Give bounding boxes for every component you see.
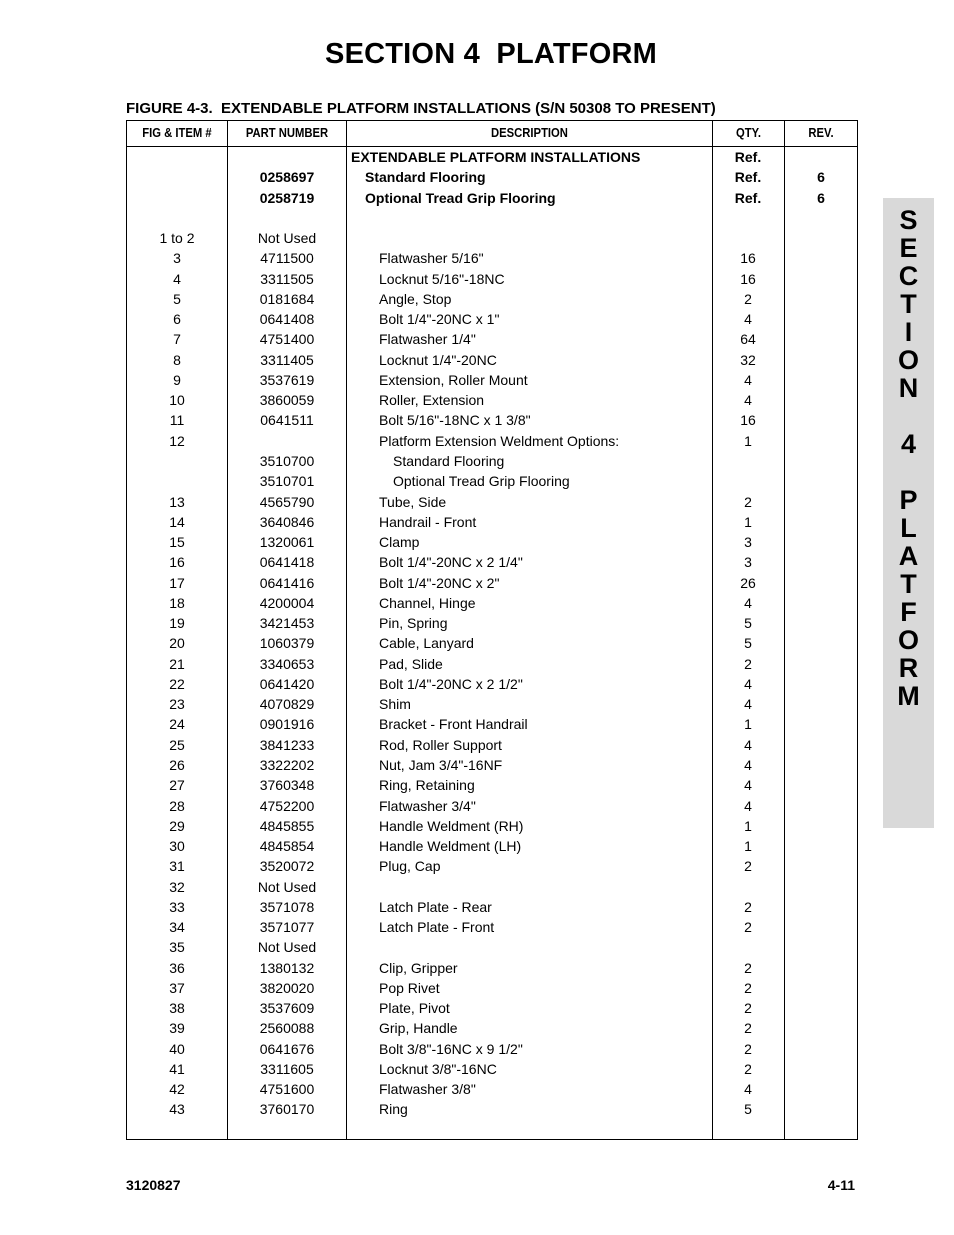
cell-qty: 4 bbox=[744, 675, 752, 692]
cell-part-number: 4845855 bbox=[259, 817, 315, 834]
table-row bbox=[127, 410, 857, 430]
cell-qty: 1 bbox=[744, 838, 752, 855]
cell-part-number: 0641418 bbox=[259, 554, 315, 571]
cell-fig-item: 28 bbox=[169, 797, 185, 814]
cell-qty: Ref. bbox=[734, 149, 762, 165]
cell-fig-item: 37 bbox=[169, 979, 185, 996]
section-tab-letter: 4 bbox=[900, 429, 917, 459]
cell-part-number: Not Used bbox=[257, 878, 317, 895]
cell-part-number: 0901916 bbox=[259, 716, 315, 733]
cell-qty: 2 bbox=[744, 919, 752, 936]
section-tab bbox=[883, 198, 934, 828]
cell-fig-item: 22 bbox=[169, 675, 185, 692]
cell-fig-item: 13 bbox=[169, 493, 185, 510]
section-tab-letter bbox=[883, 458, 934, 486]
cell-fig-item: 24 bbox=[169, 716, 185, 733]
table-row bbox=[127, 1018, 857, 1038]
cell-description: Platform Extension Weldment Options: bbox=[379, 432, 620, 449]
cell-part-number: 0641420 bbox=[259, 675, 315, 692]
table-row bbox=[127, 816, 857, 836]
table-row bbox=[127, 593, 857, 613]
cell-description: Nut, Jam 3/4"-16NF bbox=[379, 756, 503, 773]
cell-fig-item: 35 bbox=[169, 939, 185, 956]
cell-fig-item: 18 bbox=[169, 594, 185, 611]
cell-qty: 4 bbox=[744, 797, 752, 814]
section-tab-letter: R bbox=[898, 653, 919, 683]
cell-description: Plug, Cap bbox=[379, 858, 441, 875]
cell-part-number: 3571077 bbox=[259, 919, 315, 936]
cell-part-number: 3520072 bbox=[259, 858, 315, 875]
cell-part-number: 3841233 bbox=[259, 736, 315, 753]
cell-description: Bolt 1/4"-20NC x 2" bbox=[379, 574, 500, 591]
cell-rev: 6 bbox=[817, 169, 825, 186]
cell-qty: 1 bbox=[744, 513, 752, 530]
cell-fig-item: 4 bbox=[173, 270, 181, 287]
section-tab-letter: C bbox=[898, 261, 919, 291]
cell-qty: 5 bbox=[744, 615, 752, 632]
table-row bbox=[127, 167, 857, 187]
doc-number: 3120827 bbox=[126, 1177, 181, 1193]
header-rev: REV. bbox=[808, 126, 834, 140]
cell-part-number: 3340653 bbox=[259, 655, 315, 672]
table-row bbox=[127, 431, 857, 451]
cell-description: Bolt 3/8"-16NC x 9 1/2" bbox=[379, 1040, 523, 1057]
cell-part-number: 0641408 bbox=[259, 311, 315, 328]
cell-description: Optional Tread Grip Flooring bbox=[365, 189, 556, 206]
section-tab-letter: S bbox=[899, 205, 918, 235]
table-row bbox=[127, 633, 857, 653]
cell-qty: 2 bbox=[744, 959, 752, 976]
cell-fig-item: 27 bbox=[169, 777, 185, 794]
cell-part-number: 3311505 bbox=[260, 270, 314, 287]
section-tab-letter: I bbox=[904, 317, 913, 347]
cell-part-number: 0181684 bbox=[259, 290, 315, 307]
cell-fig-item: 6 bbox=[173, 311, 181, 328]
table-row bbox=[127, 998, 857, 1018]
cell-part-number: 3760348 bbox=[259, 777, 315, 794]
cell-part-number: 3571078 bbox=[259, 898, 315, 915]
cell-qty: 2 bbox=[744, 493, 752, 510]
section-tab-letter: M bbox=[897, 681, 920, 711]
cell-description: Standard Flooring bbox=[393, 452, 505, 469]
cell-fig-item: 11 bbox=[169, 412, 185, 429]
cell-part-number: 3640846 bbox=[259, 513, 315, 530]
cell-description: Handrail - Front bbox=[379, 513, 477, 530]
section-tab-letter: O bbox=[897, 625, 919, 655]
cell-fig-item: 17 bbox=[169, 574, 185, 591]
cell-fig-item: 31 bbox=[169, 858, 185, 875]
table-row bbox=[127, 492, 857, 512]
table-row bbox=[127, 836, 857, 856]
cell-qty: 2 bbox=[744, 1040, 752, 1057]
header-fig-item: FIG & ITEM # bbox=[142, 126, 212, 140]
cell-part-number: 3820020 bbox=[259, 979, 315, 996]
cell-fig-item: 21 bbox=[169, 655, 185, 672]
cell-fig-item: 33 bbox=[169, 898, 185, 915]
table-row bbox=[127, 877, 857, 897]
cell-qty: 4 bbox=[744, 756, 752, 773]
table-row bbox=[127, 289, 857, 309]
cell-description: Bolt 5/16"-18NC x 1 3/8" bbox=[379, 412, 531, 429]
cell-qty: 26 bbox=[740, 574, 756, 591]
cell-fig-item: 19 bbox=[169, 615, 185, 632]
cell-part-number: 3311405 bbox=[260, 351, 314, 368]
header-description: DESCRIPTION bbox=[491, 126, 568, 140]
cell-description: Angle, Stop bbox=[379, 290, 452, 307]
header-qty: QTY. bbox=[735, 126, 762, 140]
cell-fig-item: 7 bbox=[173, 331, 181, 348]
cell-qty: 2 bbox=[744, 655, 752, 672]
table-row bbox=[127, 958, 857, 978]
parts-table bbox=[126, 120, 858, 1140]
cell-qty: 2 bbox=[744, 1060, 752, 1077]
cell-description: Standard Flooring bbox=[365, 169, 486, 186]
table-row bbox=[127, 269, 857, 289]
cell-part-number: 4711500 bbox=[260, 250, 314, 267]
cell-description: Locknut 1/4"-20NC bbox=[379, 351, 497, 368]
cell-qty: 2 bbox=[744, 979, 752, 996]
cell-rev: 6 bbox=[817, 189, 825, 206]
cell-description: EXTENDABLE PLATFORM INSTALLATIONS bbox=[351, 149, 641, 165]
cell-fig-item: 25 bbox=[169, 736, 185, 753]
cell-fig-item: 9 bbox=[173, 371, 181, 388]
cell-description: Handle Weldment (LH) bbox=[379, 838, 522, 855]
table-row bbox=[127, 451, 857, 471]
table-row bbox=[127, 714, 857, 734]
cell-description: Cable, Lanyard bbox=[379, 635, 474, 652]
table-row bbox=[127, 937, 857, 957]
cell-part-number: 3322202 bbox=[259, 756, 315, 773]
cell-part-number: 1320061 bbox=[259, 534, 315, 551]
cell-description: Bolt 1/4"-20NC x 2 1/2" bbox=[379, 675, 523, 692]
cell-description: Ring bbox=[379, 1101, 408, 1118]
table-row bbox=[127, 917, 857, 937]
header-part-number: PART NUMBER bbox=[245, 126, 329, 140]
cell-description: Rod, Roller Support bbox=[379, 736, 502, 753]
cell-qty: 2 bbox=[744, 1020, 752, 1037]
cell-fig-item: 39 bbox=[169, 1020, 185, 1037]
table-row bbox=[127, 755, 857, 775]
table-row bbox=[127, 654, 857, 674]
cell-fig-item: 5 bbox=[173, 290, 181, 307]
cell-qty: 16 bbox=[740, 270, 756, 287]
table-row bbox=[127, 552, 857, 572]
cell-qty: 5 bbox=[744, 1101, 752, 1118]
cell-description: Ring, Retaining bbox=[379, 777, 475, 794]
cell-fig-item: 16 bbox=[169, 554, 185, 571]
cell-part-number: 3760170 bbox=[259, 1101, 315, 1118]
cell-part-number: 3860059 bbox=[259, 392, 315, 409]
cell-fig-item: 34 bbox=[169, 919, 185, 936]
figure-title: FIGURE 4-3. EXTENDABLE PLATFORM INSTALLATIONS (S/N 50308 TO PRESENT) bbox=[126, 100, 716, 117]
section-tab-letter: E bbox=[899, 233, 918, 263]
table-row bbox=[127, 1039, 857, 1059]
cell-fig-item: 10 bbox=[169, 392, 185, 409]
cell-description: Optional Tread Grip Flooring bbox=[393, 473, 570, 490]
cell-part-number: 2560088 bbox=[259, 1020, 315, 1037]
cell-part-number: 4200004 bbox=[259, 594, 315, 611]
cell-description: Locknut 5/16"-18NC bbox=[379, 270, 505, 287]
table-row bbox=[127, 329, 857, 349]
section-tab-letter: O bbox=[897, 345, 919, 375]
table-row bbox=[127, 248, 857, 268]
cell-fig-item: 30 bbox=[169, 838, 185, 855]
cell-description: Latch Plate - Front bbox=[379, 919, 495, 936]
cell-fig-item: 14 bbox=[169, 513, 185, 530]
cell-part-number: 3537619 bbox=[259, 371, 315, 388]
cell-qty: Ref. bbox=[734, 189, 762, 206]
cell-qty: 4 bbox=[744, 311, 752, 328]
cell-qty: 2 bbox=[744, 1000, 752, 1017]
cell-part-number: 4565790 bbox=[259, 493, 315, 510]
cell-description: Flatwasher 5/16" bbox=[379, 250, 484, 267]
cell-qty: 4 bbox=[744, 371, 752, 388]
cell-part-number: 0641511 bbox=[260, 412, 314, 429]
cell-part-number: 3510701 bbox=[259, 473, 315, 490]
cell-fig-item: 15 bbox=[169, 534, 185, 551]
cell-part-number: 4070829 bbox=[259, 696, 315, 713]
cell-fig-item: 26 bbox=[169, 756, 185, 773]
table-row bbox=[127, 370, 857, 390]
table-row bbox=[127, 390, 857, 410]
cell-description: Pad, Slide bbox=[379, 655, 443, 672]
table-row bbox=[127, 796, 857, 816]
cell-qty: 3 bbox=[744, 534, 752, 551]
cell-part-number: 3421453 bbox=[259, 615, 315, 632]
cell-qty: Ref. bbox=[734, 169, 762, 186]
cell-qty: 32 bbox=[740, 351, 756, 368]
cell-qty: 2 bbox=[744, 290, 752, 307]
cell-part-number: 3311605 bbox=[260, 1060, 314, 1077]
table-row bbox=[127, 613, 857, 633]
cell-qty: 5 bbox=[744, 635, 752, 652]
section-tab-letter: P bbox=[899, 485, 918, 515]
cell-qty: 2 bbox=[744, 898, 752, 915]
table-row bbox=[127, 573, 857, 593]
cell-part-number: 0258697 bbox=[259, 169, 315, 186]
table-row bbox=[127, 775, 857, 795]
cell-fig-item: 29 bbox=[169, 817, 185, 834]
table-row bbox=[127, 1099, 857, 1119]
section-tab-letters bbox=[883, 206, 934, 710]
cell-description: Handle Weldment (RH) bbox=[379, 817, 524, 834]
cell-fig-item: 3 bbox=[173, 250, 181, 267]
table-body bbox=[127, 147, 857, 1120]
cell-part-number: 0258719 bbox=[259, 189, 315, 206]
cell-description: Pin, Spring bbox=[379, 615, 448, 632]
table-row bbox=[127, 309, 857, 329]
cell-description: Latch Plate - Rear bbox=[379, 898, 492, 915]
cell-qty: 4 bbox=[744, 594, 752, 611]
cell-description: Flatwasher 3/4" bbox=[379, 797, 476, 814]
cell-qty: 1 bbox=[744, 817, 752, 834]
cell-description: Pop Rivet bbox=[379, 979, 440, 996]
cell-part-number: 1380132 bbox=[259, 959, 315, 976]
cell-description: Roller, Extension bbox=[379, 392, 485, 409]
cell-qty: 4 bbox=[744, 777, 752, 794]
cell-fig-item: 43 bbox=[169, 1101, 185, 1118]
cell-part-number: 4845854 bbox=[259, 838, 315, 855]
section-tab-letter: N bbox=[898, 373, 919, 403]
cell-part-number: 0641676 bbox=[259, 1040, 315, 1057]
section-tab-letter: A bbox=[898, 541, 919, 571]
cell-fig-item: 12 bbox=[169, 432, 185, 449]
table-row bbox=[127, 208, 857, 228]
cell-fig-item: 40 bbox=[169, 1040, 185, 1057]
cell-description: Extension, Roller Mount bbox=[379, 371, 528, 388]
cell-fig-item: 1 to 2 bbox=[159, 230, 195, 247]
table-row bbox=[127, 978, 857, 998]
table-row bbox=[127, 147, 857, 167]
cell-part-number: 0641416 bbox=[259, 574, 315, 591]
cell-description: Tube, Side bbox=[379, 493, 447, 510]
table-row bbox=[127, 1059, 857, 1079]
cell-qty: 64 bbox=[740, 331, 756, 348]
cell-qty: 16 bbox=[740, 412, 756, 429]
cell-part-number: 4751600 bbox=[259, 1081, 315, 1098]
table-row bbox=[127, 674, 857, 694]
section-tab-letter: T bbox=[900, 289, 917, 319]
cell-fig-item: 20 bbox=[169, 635, 185, 652]
table-row bbox=[127, 532, 857, 552]
cell-qty: 2 bbox=[744, 858, 752, 875]
cell-part-number: Not Used bbox=[257, 939, 317, 956]
table-row bbox=[127, 350, 857, 370]
cell-fig-item: 38 bbox=[169, 1000, 185, 1017]
section-tab-letter bbox=[883, 402, 934, 430]
table-row bbox=[127, 471, 857, 491]
section-tab-letter: L bbox=[900, 513, 917, 543]
cell-description: Flatwasher 1/4" bbox=[379, 331, 476, 348]
cell-fig-item: 32 bbox=[169, 878, 185, 895]
cell-part-number: 4751400 bbox=[259, 331, 315, 348]
cell-fig-item: 36 bbox=[169, 959, 185, 976]
section-tab-letter: F bbox=[900, 597, 917, 627]
cell-description: Clip, Gripper bbox=[379, 959, 458, 976]
cell-qty: 4 bbox=[744, 1081, 752, 1098]
cell-description: Channel, Hinge bbox=[379, 594, 476, 611]
table-row bbox=[127, 856, 857, 876]
cell-description: Bracket - Front Handrail bbox=[379, 716, 528, 733]
cell-qty: 3 bbox=[744, 554, 752, 571]
cell-part-number: Not Used bbox=[257, 230, 317, 247]
cell-part-number: 4752200 bbox=[259, 797, 315, 814]
table-row bbox=[127, 228, 857, 248]
cell-description: Bolt 1/4"-20NC x 1" bbox=[379, 311, 500, 328]
table-row bbox=[127, 188, 857, 208]
cell-qty: 4 bbox=[744, 736, 752, 753]
cell-fig-item: 8 bbox=[173, 351, 181, 368]
cell-fig-item: 42 bbox=[169, 1081, 185, 1098]
page-number: 4-11 bbox=[827, 1177, 855, 1193]
cell-description: Shim bbox=[379, 696, 411, 713]
cell-part-number: 3537609 bbox=[259, 1000, 315, 1017]
cell-qty: 16 bbox=[740, 250, 756, 267]
cell-description: Locknut 3/8"-16NC bbox=[379, 1060, 497, 1077]
cell-fig-item: 41 bbox=[169, 1060, 185, 1077]
cell-qty: 4 bbox=[744, 392, 752, 409]
cell-fig-item: 23 bbox=[169, 696, 185, 713]
table-row bbox=[127, 1079, 857, 1099]
cell-part-number: 1060379 bbox=[259, 635, 315, 652]
cell-qty: 1 bbox=[744, 716, 752, 733]
table-row bbox=[127, 735, 857, 755]
section-tab-letter: T bbox=[900, 569, 917, 599]
table-row bbox=[127, 897, 857, 917]
table-row bbox=[127, 694, 857, 714]
cell-qty: 4 bbox=[744, 696, 752, 713]
cell-description: Clamp bbox=[379, 534, 420, 551]
cell-description: Grip, Handle bbox=[379, 1020, 458, 1037]
section-title: SECTION 4 PLATFORM bbox=[325, 38, 657, 70]
table-row bbox=[127, 512, 857, 532]
cell-description: Bolt 1/4"-20NC x 2 1/4" bbox=[379, 554, 523, 571]
cell-description: Plate, Pivot bbox=[379, 1000, 450, 1017]
cell-part-number: 3510700 bbox=[259, 452, 315, 469]
cell-qty: 1 bbox=[744, 432, 752, 449]
cell-description: Flatwasher 3/8" bbox=[379, 1081, 476, 1098]
